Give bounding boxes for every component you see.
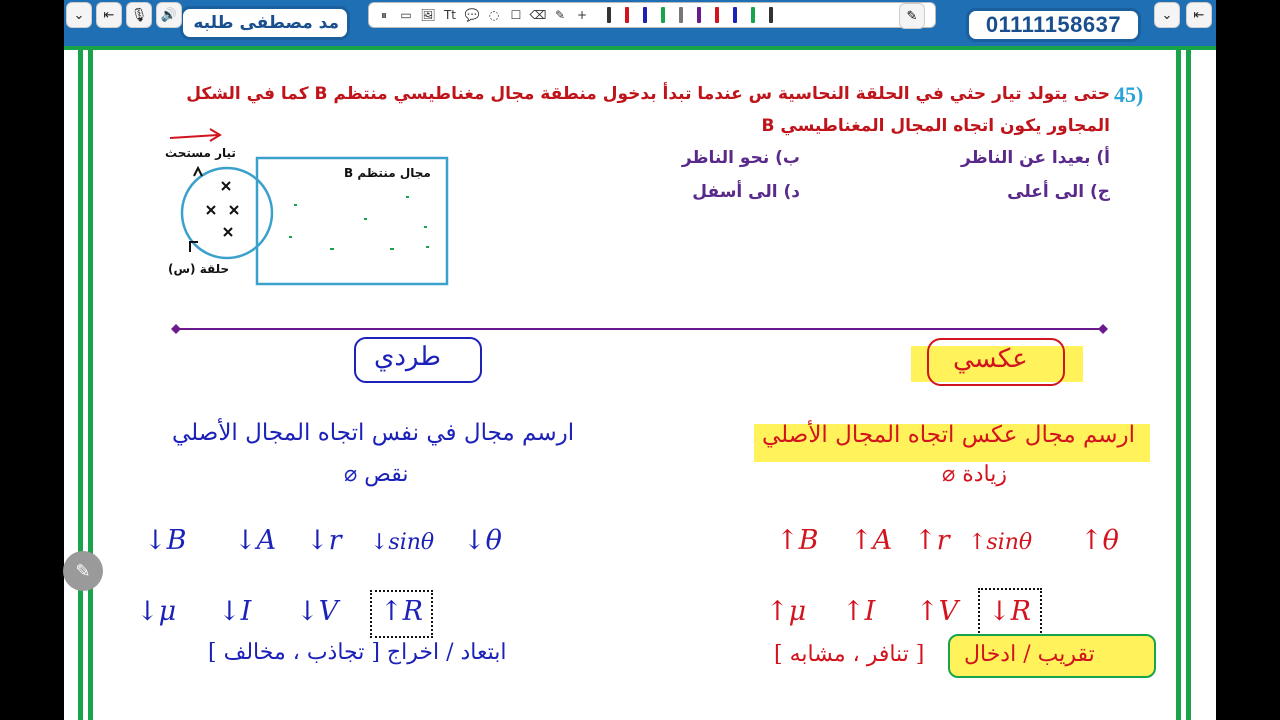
microphone-icon[interactable]: 🎙 [126, 2, 152, 28]
pause-icon[interactable]: ⏸ [380, 8, 387, 22]
pen-gray-icon[interactable] [679, 7, 683, 23]
pen-palette [607, 7, 773, 23]
right-sym-theta: ↑θ [1080, 525, 1119, 556]
direct-flux-change: نقص ⌀ [344, 462, 409, 487]
pen-icon[interactable]: ✎ [63, 551, 103, 591]
inverse-bottom-note-hl: تقريب / ادخال [964, 642, 1095, 667]
comment-icon[interactable]: 💬 [464, 8, 480, 22]
image-icon[interactable]: 🖼 [420, 8, 436, 22]
field-label: مجال منتظم B [344, 166, 431, 180]
section-divider [170, 322, 1114, 336]
right-sym-V: ↑V [916, 596, 959, 627]
highlighter-icon[interactable]: ✎ [554, 8, 566, 22]
right-sym-I: ↑I [842, 596, 876, 627]
ring-label: حلقة (س) [168, 262, 230, 276]
direct-heading: طردي [374, 342, 441, 372]
left-sym-mu: ↓μ [136, 596, 177, 627]
current-label: تيار مستحث [165, 146, 236, 160]
right-sym-R: ↓R [988, 596, 1031, 627]
left-sym-r: ↓r [306, 525, 342, 556]
field-crosses [207, 182, 238, 236]
left-controls [66, 2, 182, 28]
question-number: 45) [1114, 82, 1144, 107]
pen-black-icon[interactable] [607, 7, 611, 23]
ring-arrow-top [194, 168, 202, 176]
left-sym-I: ↓I [218, 596, 252, 627]
teacher-name: مد مصطفى طلبه [193, 13, 339, 33]
phone-badge [966, 8, 1141, 42]
left-sym-sin: ↓sinθ [370, 530, 435, 555]
left-sym-A: ↓A [234, 525, 277, 556]
exit-icon[interactable]: ⇤ [96, 2, 122, 28]
collapse-icon[interactable]: ⌄ [66, 2, 92, 28]
right-sym-B: ↑B [776, 525, 819, 556]
right-green-rule-1 [1176, 46, 1181, 720]
text-tool-icon[interactable]: Tt [443, 8, 457, 22]
rectangle-icon[interactable]: ☐ [510, 8, 522, 22]
speaker-icon[interactable]: 🔊 [156, 2, 182, 28]
question-line-1: حتى يتولد تيار حثي في الحلقة النحاسية س عندما تبدأ بدخول منطقة مجال مغناطيسي منتظم B كما في الشكل [186, 84, 1110, 104]
copper-ring [182, 168, 272, 258]
left-sym-R: ↑R [380, 596, 423, 627]
inverse-heading: عكسي [953, 344, 1028, 374]
option-c[interactable]: ج) الى أعلى [1007, 182, 1110, 202]
right-sym-r: ↑r [914, 525, 950, 556]
pen-purple-icon[interactable] [697, 7, 701, 23]
pen-blue-2-icon[interactable] [733, 7, 737, 23]
pen-red-icon[interactable] [625, 7, 629, 23]
inverse-bottom-note: [ تنافر ، مشابه ] [774, 642, 925, 667]
right-sym-mu: ↑μ [766, 596, 807, 627]
edit-pencil-icon[interactable]: ✎ [899, 3, 925, 29]
left-green-rule-1 [78, 46, 83, 720]
pen-green-2-icon[interactable] [751, 7, 755, 23]
current-arrow [170, 135, 218, 138]
add-icon[interactable]: + [576, 8, 588, 22]
minimize-icon[interactable]: ⌄ [1154, 2, 1180, 28]
back-icon[interactable]: ⇤ [1186, 2, 1212, 28]
pen-red-2-icon[interactable] [715, 7, 719, 23]
direct-rule: ارسم مجال في نفس اتجاه المجال الأصلي [172, 420, 575, 446]
pen-green-icon[interactable] [661, 7, 665, 23]
field-dots [289, 196, 429, 250]
right-sym-sin: ↑sinθ [968, 530, 1033, 555]
inverse-rule: ارسم مجال عكس اتجاه المجال الأصلي [762, 422, 1136, 448]
eraser-icon[interactable]: ⌫ [529, 8, 547, 22]
option-d[interactable]: د) الى أسفل [692, 182, 800, 202]
right-sym-A: ↑A [850, 525, 893, 556]
question-line-2: المجاور يكون اتجاه المجال المغناطيسي B [761, 116, 1110, 136]
option-b[interactable]: ب) نحو الناظر [681, 148, 800, 168]
header-stripe [64, 46, 1216, 50]
drawing-toolbar [368, 2, 936, 28]
direct-bottom-note: ابتعاد / اخراج [ تجاذب ، مخالف ] [208, 640, 507, 665]
left-green-rule-2 [88, 46, 93, 720]
right-controls [1154, 2, 1212, 28]
right-green-rule-2 [1186, 46, 1191, 720]
teacher-name-badge [180, 6, 350, 40]
left-sym-V: ↓V [296, 596, 339, 627]
pen-blue-icon[interactable] [643, 7, 647, 23]
lasso-icon[interactable]: ◌ [488, 8, 500, 22]
inverse-flux-change: زيادة ⌀ [942, 462, 1008, 487]
option-a[interactable]: أ) بعيدا عن الناظر [961, 148, 1110, 168]
pen-black-2-icon[interactable] [769, 7, 773, 23]
phone-number: 01111158637 [985, 12, 1122, 37]
left-sym-B: ↓B [144, 525, 187, 556]
left-sym-theta: ↓θ [463, 525, 502, 556]
shape-icon[interactable]: ▭ [400, 8, 412, 22]
